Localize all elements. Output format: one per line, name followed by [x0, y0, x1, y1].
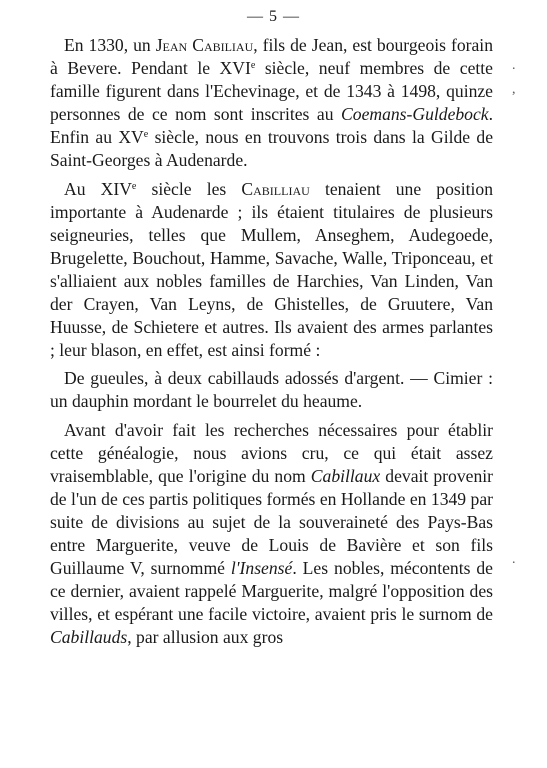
- paragraph: [50, 178, 493, 363]
- body-text: [50, 34, 493, 649]
- text-run: , par allusion aux gros: [127, 627, 284, 648]
- italic-text: l'Insensé: [230, 558, 293, 579]
- text-run: En 1330, un: [64, 35, 156, 55]
- small-caps-name: Cabilliau: [241, 178, 310, 199]
- text-run: Avant d'avoir fait les recherches nécessaires pour établir cette généalogie, nous avions cru, ce qui était assez vraisemblable, que l'origine du nom: [50, 419, 493, 486]
- paragraph: [50, 419, 493, 650]
- italic-text: Coemans-Guldebock: [341, 104, 489, 125]
- text-run: siècle les: [136, 178, 242, 199]
- superscript: e: [250, 60, 256, 72]
- text-run: Au XIV: [64, 178, 132, 199]
- text-run: siècle, neuf membres de cette famille figurent dans l'Echevinage, et de 1343 à 1498, quinze personnes de ce nom sont inscrites au: [50, 58, 493, 125]
- margin-mark: .: [512, 552, 516, 567]
- page-number: — 5 —: [247, 8, 300, 25]
- italic-text: Cabillaux: [310, 465, 381, 486]
- italic-text: Cabillauds: [50, 627, 128, 648]
- text-run: . Enfin au XV: [50, 104, 493, 148]
- superscript: e: [143, 129, 149, 141]
- text-run: devait provenir de l'un de ces partis politiques formés en Hollande en 1349 par suite de divisions au sujet de la souveraineté des Pays-Bas entre Marguerite, veuve de Louis de Bavière et son fils Guillaume V, surnommé: [50, 465, 493, 579]
- text-run: siècle, nous en trouvons trois dans la Gilde de Saint-Georges à Audenarde.: [50, 127, 494, 171]
- text-run: , fils de Jean, est bourgeois forain à Bevere. Pendant le XVI: [50, 35, 493, 79]
- text-run: . Les nobles, mécontents de ce dernier, avaient rappelé Marguerite, malgré l'opposition des villes, et espérant une facile victoire, avaient pris le surnom de: [50, 558, 493, 625]
- text-run: De gueules, à deux cabillauds adossés d'argent. — Cimier : un dauphin mordant le bourrelet du heaume.: [50, 368, 493, 412]
- text-run: tenaient une position importante à Audenarde ; ils étaient titulaires de plusieurs seigneuries, telles que Mullem, Anseghem, Audegoede, Brugelette, Bouchout, Hamme, Savache, Walle, Triponceau, et s'alliaient aux nobles familles de Harchies, Van Linden, Van der Crayen, Van Leyns, de Ghistelles, de Gruutere, Van Huusse, de Schietere et autres. Ils avaient des armes parlantes ; leur blason, en effet, est ainsi formé :: [50, 178, 494, 361]
- superscript: e: [131, 180, 137, 192]
- paragraph: [50, 34, 493, 173]
- paragraph: [50, 367, 493, 413]
- margin-mark: ,: [512, 82, 516, 97]
- margin-mark: .: [512, 58, 516, 73]
- small-caps-name: Jean Cabiliau: [155, 35, 254, 55]
